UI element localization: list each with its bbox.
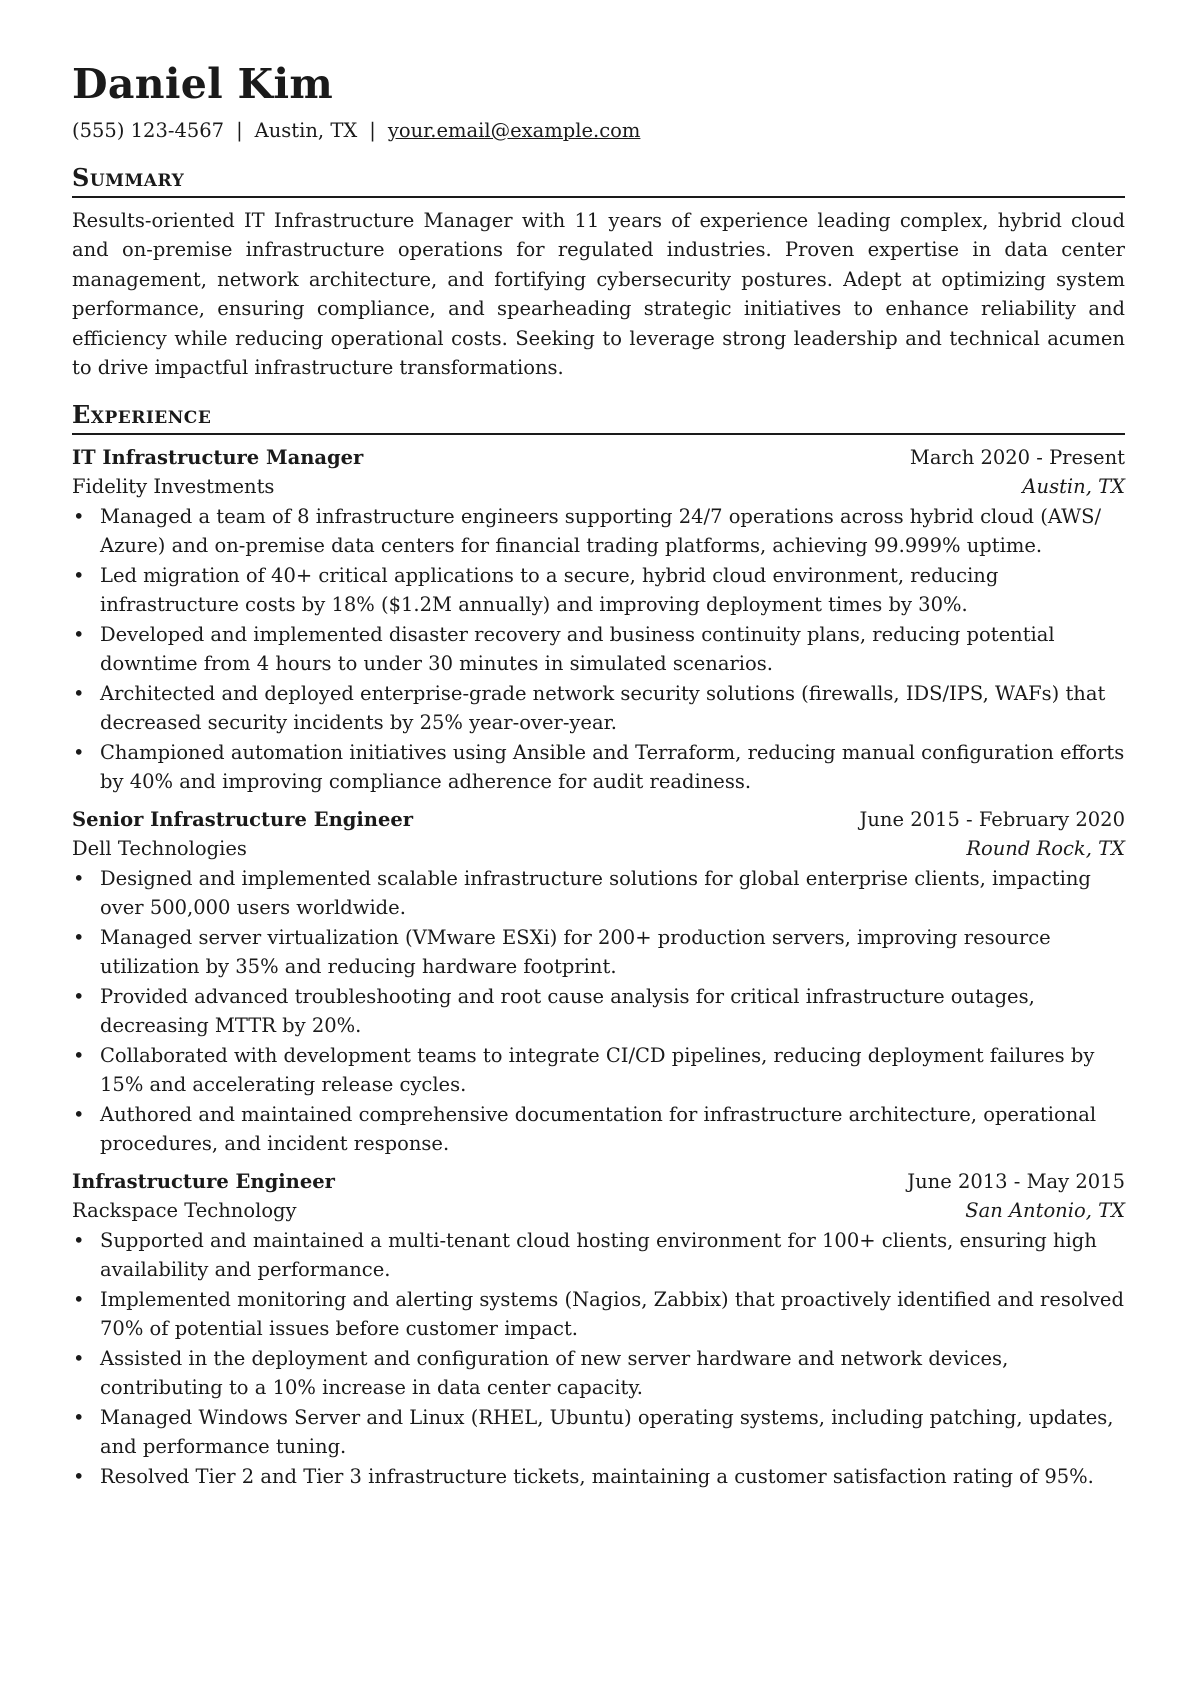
bullet-item: • Assisted in the deployment and configuration of new server hardware and network devices, contributing to a 10% increase in data center capacity. (100, 1344, 1125, 1403)
separator: | (236, 119, 243, 142)
job-location: San Antonio, TX (965, 1199, 1125, 1222)
bullet-item: • Provided advanced troubleshooting and root cause analysis for critical infrastructure outages, decreasing MTTR by 20%. (100, 982, 1125, 1041)
job-dates: June 2013 - May 2015 (907, 1169, 1125, 1193)
separator: | (369, 119, 376, 142)
bullet-item: • Collaborated with development teams to integrate CI/CD pipelines, reducing deployment failures by 15% and accelerating release cycles. (100, 1041, 1125, 1100)
summary-text: Results-oriented IT Infrastructure Manager with 11 years of experience leading complex, hybrid cloud and on-premise infrastructure operations for regulated industries. Proven expertise in data center management, network architecture, and fortifying cybersecurity postures. Adept at optimizing system performance, ensuring compliance, and spearheading strategic initiatives to enhance reliability and efficiency while reducing operational costs. Seeking to leverage strong leadership and technical acumen to drive impactful infrastructure transformations. (72, 208, 1125, 379)
job-title: IT Infrastructure Manager (72, 445, 364, 469)
job-location: Round Rock, TX (966, 837, 1125, 860)
job-entry (72, 1167, 1125, 1492)
bullet-item: • Supported and maintained a multi-tenant cloud hosting environment for 100+ clients, ensuring high availability and performance. (100, 1226, 1125, 1285)
job-bullets (72, 864, 1125, 1159)
bullet-item: • Managed a team of 8 infrastructure engineers supporting 24/7 operations across hybrid cloud (AWS/ Azure) and on-premise data centers for financial trading platforms, achieving 99.999% uptime. (100, 502, 1125, 561)
job-bullets (72, 1226, 1125, 1492)
experience-list (72, 443, 1125, 1492)
job-dates: March 2020 - Present (909, 445, 1125, 469)
bullet-item: • Managed Windows Server and Linux (RHEL, Ubuntu) operating systems, including patching, updates, and performance tuning. (100, 1403, 1125, 1462)
job-bullets (72, 502, 1125, 797)
job-dates: June 2015 - February 2020 (859, 807, 1125, 831)
job-title: Senior Infrastructure Engineer (72, 807, 414, 831)
experience-heading: Experience (72, 399, 1125, 435)
bullet-item: • Championed automation initiatives using Ansible and Terraform, reducing manual configuration efforts by 40% and improving compliance adherence for audit readiness. (100, 738, 1125, 797)
resume-page (72, 58, 1125, 1491)
bullet-item: • Designed and implemented scalable infrastructure solutions for global enterprise clients, impacting over 500,000 users worldwide. (100, 864, 1125, 923)
contact-line (72, 116, 1125, 146)
bullet-item: • Resolved Tier 2 and Tier 3 infrastructure tickets, maintaining a customer satisfaction rating of 95%. (100, 1462, 1125, 1492)
email-link[interactable]: your.email@example.com (387, 119, 641, 142)
job-entry (72, 443, 1125, 797)
job-title: Infrastructure Engineer (72, 1169, 335, 1193)
bullet-item: • Implemented monitoring and alerting systems (Nagios, Zabbix) that proactively identified and resolved 70% of potential issues before customer impact. (100, 1285, 1125, 1344)
summary-heading: Summary (72, 162, 1125, 198)
bullet-item: • Authored and maintained comprehensive documentation for infrastructure architecture, operational procedures, and incident response. (100, 1100, 1125, 1159)
phone-number: (555) 123-4567 (72, 119, 225, 142)
company-name: Rackspace Technology (72, 1199, 297, 1222)
company-name: Fidelity Investments (72, 475, 275, 498)
bullet-item: • Led migration of 40+ critical applications to a secure, hybrid cloud environment, reducing infrastructure costs by 18% ($1.2M annually) and improving deployment times by 30%. (100, 561, 1125, 620)
bullet-item: • Managed server virtualization (VMware ESXi) for 200+ production servers, improving resource utilization by 35% and reducing hardware footprint. (100, 923, 1125, 982)
bullet-item: • Architected and deployed enterprise-grade network security solutions (firewalls, IDS/IPS, WAFs) that decreased security incidents by 25% year-over-year. (100, 679, 1125, 738)
job-entry (72, 805, 1125, 1159)
location: Austin, TX (254, 119, 358, 142)
job-location: Austin, TX (1022, 475, 1125, 498)
company-name: Dell Technologies (72, 837, 247, 860)
candidate-name: Daniel Kim (72, 60, 334, 108)
bullet-item: • Developed and implemented disaster recovery and business continuity plans, reducing potential downtime from 4 hours to under 30 minutes in simulated scenarios. (100, 620, 1125, 679)
